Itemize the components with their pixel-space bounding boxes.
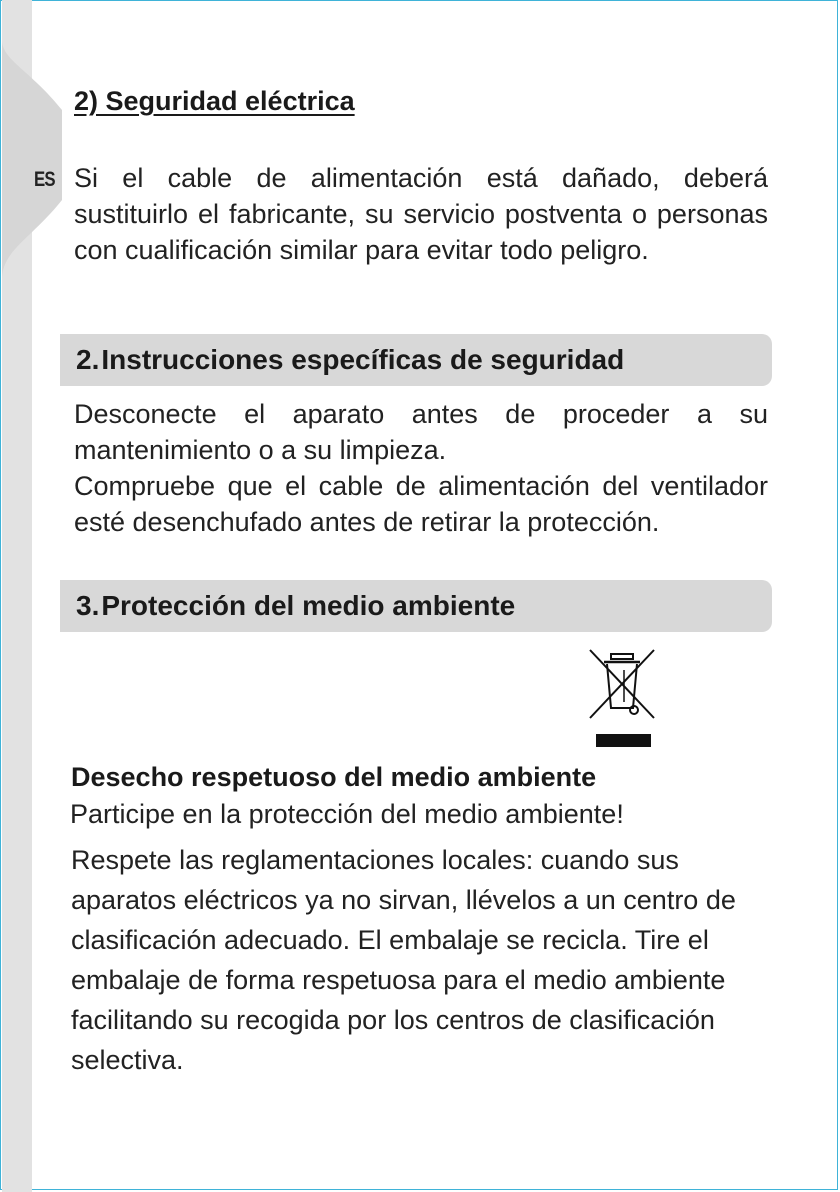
section-number: 3. xyxy=(76,590,100,621)
language-tab-shape xyxy=(0,0,70,300)
environment-body: Respete las reglamentaciones locales: cuando sus aparatos eléctricos ya no sirvan, llévelos a un centro de clasificación adecuado. El embalaje se recicla. Tire el embalaje de forma respetuosa para el medio ambiente facilitando su recogida por los centros de clasificación selectiva. xyxy=(71,845,736,1075)
crossed-out-wheelie-bin-icon xyxy=(584,646,660,724)
section-title: Instrucciones específicas de seguridad xyxy=(101,344,625,375)
language-label: ES xyxy=(34,168,55,191)
electrical-safety-text: Si el cable de alimentación está dañado, deberá sustituirlo el fabricante, su servicio postventa o personas con cualificación similar para evitar todo peligro. xyxy=(74,163,768,265)
environment-heading: Desecho respetuoso del medio ambiente xyxy=(71,762,597,792)
bin-underline-bar xyxy=(596,734,651,747)
electrical-safety-heading: 2) Seguridad eléctrica xyxy=(74,86,355,116)
specific-safety-line-1: Desconecte el aparato antes de proceder a su mantenimiento o a su limpieza. xyxy=(74,399,768,465)
section-title: Protección del medio ambiente xyxy=(101,590,516,621)
specific-safety-line-2: Compruebe que el cable de alimentación del ventilador esté desenchufado antes de retirar la protección. xyxy=(74,471,768,537)
section-number: 2. xyxy=(76,344,100,375)
environment-intro: Participe en la protección del medio ambiente! xyxy=(70,799,624,829)
section-header-environment xyxy=(60,580,772,632)
section-header-specific-safety xyxy=(60,334,772,386)
